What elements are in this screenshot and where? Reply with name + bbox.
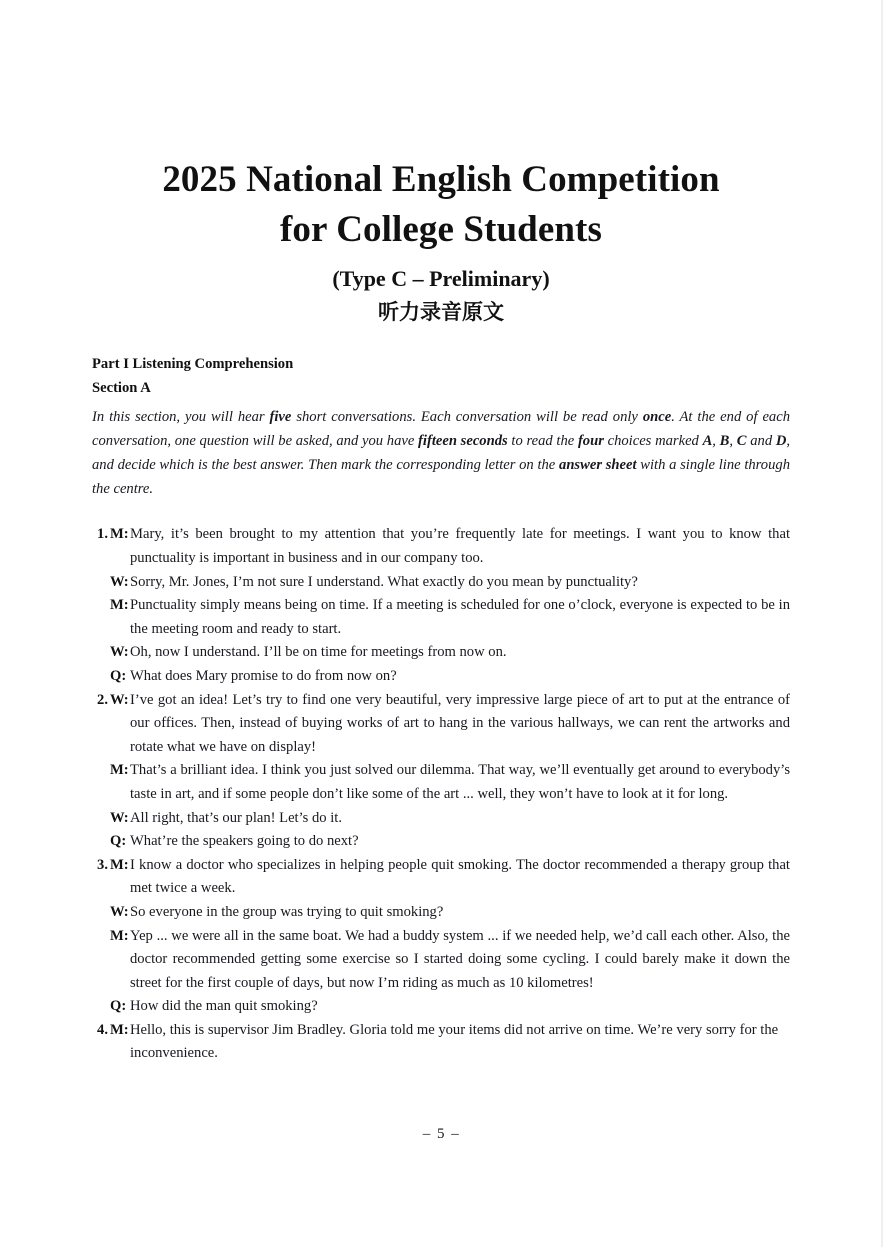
instruction-text: with a single line through the centre.: [92, 456, 790, 497]
instruction-emphasis: five: [269, 409, 292, 426]
instruction-text: , and decide which is the best answer. Then mark the corresponding letter on the: [92, 433, 791, 473]
dialogue-turn: [92, 901, 790, 925]
instruction-text: short conversations. Each conversation will be read only: [291, 409, 643, 426]
instruction-text: choices marked: [603, 433, 703, 450]
instruction-text: . At the end of each conversation, one question will be asked, and you have: [92, 409, 790, 450]
speaker-label: W:: [110, 691, 129, 708]
speaker-label: M:: [110, 526, 129, 543]
turn-text: That’s a brilliant idea. I think you just solved our dilemma. That way, we’ll eventually get around to everybody’s taste in art, and if some people don’t like some of the art ... well, they won’t have to look at it for long.: [130, 762, 790, 802]
item-number: 1.: [97, 526, 108, 543]
chinese-subtitle: 听力录音原文: [378, 300, 504, 325]
turn-text: Sorry, Mr. Jones, I’m not sure I understand. What exactly do you mean by punctuality?: [130, 573, 638, 590]
dialogue-item: [92, 689, 790, 854]
instruction-text: ,: [712, 433, 720, 450]
dialogue-turn: [92, 807, 790, 831]
speaker-label: W:: [110, 644, 129, 661]
instruction-emphasis: once: [642, 409, 672, 426]
speaker-label: M:: [110, 1021, 129, 1038]
instruction-text: ,: [729, 433, 737, 450]
dialogue-turn: [92, 1019, 790, 1066]
dialogue-turn: [92, 523, 790, 570]
part-heading: Part I Listening Comprehension: [92, 356, 294, 372]
speaker-label: W:: [110, 903, 129, 920]
turn-text: What does Mary promise to do from now on?: [130, 667, 397, 684]
item-number: 2.: [97, 691, 108, 708]
speaker-label: M:: [110, 597, 129, 614]
dialogue-item: [92, 854, 790, 1019]
speaker-label: M:: [110, 927, 129, 944]
dialogue-turn: [92, 830, 790, 854]
turn-text: Oh, now I understand. I’ll be on time for meetings from now on.: [130, 644, 507, 661]
turn-text: So everyone in the group was trying to quit smoking?: [130, 903, 444, 920]
instruction-text: In this section, you will hear: [92, 409, 270, 426]
section-instructions: [92, 406, 790, 501]
dialogue-turn: [92, 759, 790, 806]
title-block: [92, 155, 790, 326]
turn-text: I know a doctor who specializes in helping people quit smoking. The doctor recommended a therapy group that met twice a week.: [130, 856, 790, 897]
instruction-emphasis: answer sheet: [559, 456, 637, 473]
dialogue-item: [92, 523, 790, 688]
speaker-label: M:: [110, 762, 129, 779]
dialogue-turn: [92, 995, 790, 1019]
dialogue-turn: [92, 665, 790, 689]
title-line-1: 2025 National English Competition: [162, 159, 720, 200]
instruction-text: and: [746, 433, 776, 450]
title-line-2: for College Students: [280, 209, 602, 251]
page-number-footer: – 5 –: [422, 1126, 461, 1142]
dialogue-turn: [92, 854, 790, 901]
turn-text: How did the man quit smoking?: [130, 998, 318, 1015]
page-title: [92, 155, 790, 256]
instruction-emphasis: fifteen seconds: [418, 433, 508, 450]
dialogue-turn: [92, 594, 790, 641]
turn-text: Yep ... we were all in the same boat. We had a buddy system ... if we needed help, we’d call each other. Also, the doctor recommended getting some exercise so I started doing some cycling. I could barely make it down the street for the first couple of days, but now I’m riding as much as 10 kilometres!: [130, 927, 790, 991]
speaker-label: Q:: [110, 833, 127, 850]
speaker-label: W:: [110, 573, 129, 590]
dialogue-turn: [92, 925, 790, 996]
dialogue-item: [92, 1019, 790, 1066]
instruction-emphasis: C: [736, 433, 747, 450]
item-number: 3.: [97, 856, 108, 873]
section-heading: Section A: [92, 379, 151, 396]
speaker-label: Q:: [110, 667, 127, 684]
speaker-label: M:: [110, 856, 129, 873]
turn-text: Mary, it’s been brought to my attention that you’re frequently late for meetings. I want you to know that punctuality is important in business and in our company too.: [130, 526, 790, 566]
item-number: 4.: [97, 1021, 108, 1038]
turn-text: All right, that’s our plan! Let’s do it.: [130, 809, 342, 826]
dialogue-turn: [92, 641, 790, 665]
instruction-emphasis: four: [577, 433, 604, 450]
dialogue-list: [92, 523, 790, 1066]
instruction-emphasis: A: [702, 433, 713, 450]
speaker-label: Q:: [110, 998, 127, 1015]
instruction-emphasis: D: [775, 433, 787, 450]
dialogue-turn: [92, 689, 790, 760]
turn-text: Hello, this is supervisor Jim Bradley. Gloria told me your items did not arrive on time. We’re very sorry for the inconvenience.: [130, 1021, 779, 1062]
turn-text: Punctuality simply means being on time. If a meeting is scheduled for one o’clock, everyone is expected to be in the meeting room and ready to start.: [130, 597, 790, 637]
speaker-label: W:: [110, 809, 129, 826]
turn-text: What’re the speakers going to do next?: [130, 833, 359, 850]
exam-type-subtitle: (Type C – Preliminary): [332, 265, 550, 291]
instruction-emphasis: B: [719, 433, 730, 450]
dialogue-turn: [92, 571, 790, 595]
instruction-text: to read the: [507, 433, 578, 450]
turn-text: I’ve got an idea! Let’s try to find one very beautiful, very impressive large piece of art to put at the entrance of our offices. Then, instead of buying works of art to hang in the various hallways, we can rent the artworks and rotate what we have on display!: [130, 691, 790, 755]
document-body: [92, 353, 790, 1066]
